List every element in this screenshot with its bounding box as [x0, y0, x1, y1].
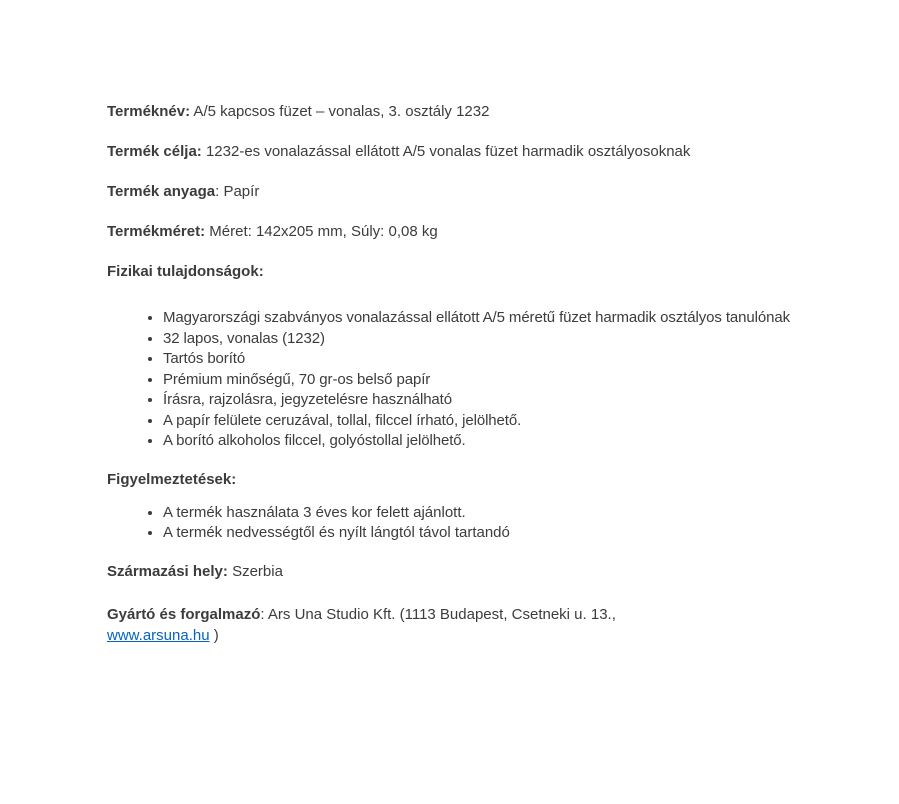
warnings-heading: Figyelmeztetések: — [107, 470, 237, 488]
product-name-value: A/5 kapcsos füzet – vonalas, 3. osztály 1232 — [190, 103, 490, 120]
list-item — [163, 390, 800, 411]
physical-properties-list — [107, 308, 800, 452]
product-purpose-value: 1232-es vonalazással ellátott A/5 vonalas füzet harmadik osztályosoknak — [201, 143, 691, 160]
list-item-text: Prémium minőségű, 70 gr-os belső papír — [163, 370, 431, 388]
list-item-text: A papír felülete ceruzával, tollal, filccel írható, jelölhető. — [163, 411, 522, 429]
product-size-value: Méret: 142x205 mm, Súly: 0,08 kg — [205, 223, 438, 240]
list-item — [163, 523, 800, 544]
product-material-value: : Papír — [215, 183, 260, 200]
manufacturer-value-after-link: ) — [209, 626, 219, 644]
list-item-text: Magyarországi szabványos vonalazással ellátott A/5 méretű füzet harmadik osztályos tanulónak — [163, 309, 790, 326]
origin-value: Szerbia — [227, 562, 283, 580]
list-item-text: Írásra, rajzolásra, jegyzetelésre használható — [163, 391, 452, 408]
list-item — [163, 308, 800, 329]
origin-label: Származási hely: — [107, 562, 228, 580]
list-item-text: Tartós borító — [163, 350, 246, 367]
list-item-text: A termék nedvességtől és nyílt lángtól távol tartandó — [163, 524, 510, 541]
list-item-text: A borító alkoholos filccel, golyóstollal jelölhető. — [163, 432, 466, 449]
product-size-label: Termékméret: — [107, 223, 206, 240]
arsuna-link[interactable]: www.arsuna.hu — [107, 626, 210, 644]
warnings-list — [107, 503, 800, 544]
list-item — [163, 349, 800, 370]
product-material-label: Termék anyaga — [107, 183, 216, 200]
manufacturer-label: Gyártó és forgalmazó — [107, 605, 261, 623]
list-item — [163, 431, 800, 452]
list-item — [163, 370, 800, 391]
list-item-text: A termék használata 3 éves kor felett ajánlott. — [163, 503, 466, 521]
list-item — [163, 503, 800, 524]
origin-row — [107, 563, 800, 580]
product-name-row — [107, 103, 800, 120]
product-material-row — [107, 183, 800, 200]
product-name-label: Terméknév: — [107, 103, 191, 120]
list-item-text: 32 lapos, vonalas (1232) — [163, 329, 325, 347]
physical-properties-heading: Fizikai tulajdonságok: — [107, 263, 264, 280]
list-item — [163, 411, 800, 432]
manufacturer-row — [107, 604, 800, 646]
product-purpose-label: Termék célja: — [107, 143, 202, 160]
product-purpose-row — [107, 143, 800, 160]
product-size-row — [107, 223, 800, 240]
list-item — [163, 329, 800, 350]
manufacturer-value: : Ars Una Studio Kft. (1113 Budapest, Csetneki u. 13., — [260, 605, 616, 623]
